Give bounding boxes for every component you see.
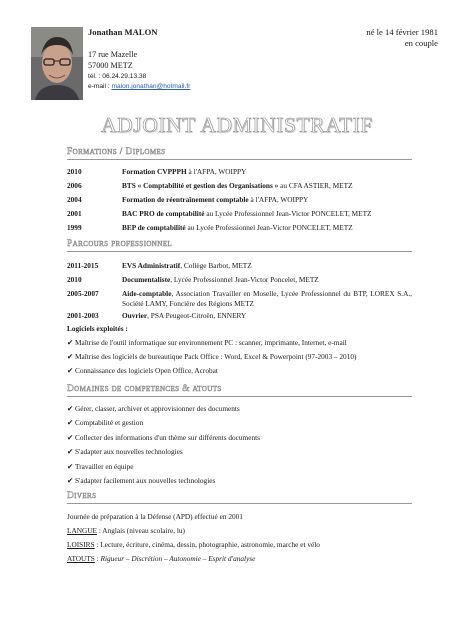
candidate-name: Jonathan MALON: [88, 27, 158, 37]
entry-year: 2004: [67, 195, 82, 204]
entry-year: 2005-2007: [67, 289, 99, 298]
software-label: Logiciels exploités :: [67, 324, 128, 333]
section-divider: [67, 503, 412, 504]
entry-title: BEP de comptabilité: [122, 223, 186, 232]
section-title-divers: Divers: [67, 491, 97, 501]
entry-detail: à l'AFPA, WOIPPY: [248, 195, 309, 204]
email-line: [88, 82, 190, 92]
entry-year: 2006: [67, 181, 82, 190]
bullet-item: [67, 404, 240, 414]
entry-text: [122, 167, 412, 177]
job-title: ADJOINT ADMINISTRATIF: [100, 113, 373, 137]
email-label: e-mail :: [88, 83, 112, 90]
atouts-value: Rigueur – Discrétion – Autonomie – Esprit d'analyse: [100, 554, 256, 563]
entry-title: Aide-comptable: [122, 289, 172, 298]
entry-title: Formation de réentraînement comptable: [122, 195, 249, 204]
check-icon: ✔: [67, 418, 74, 428]
apd-line: Journée de préparation à la Défense (APD) effectué en 2001: [67, 512, 243, 521]
check-icon: ✔: [67, 432, 74, 442]
entry-detail: , PSA Peugeot-Citroën, ENNERY: [147, 311, 247, 320]
entry-title: BTS « Comptabilité et gestion des Organisations »: [122, 181, 279, 190]
marital-status: en couple: [404, 38, 438, 48]
birth-date: né le 14 février 1981: [366, 27, 438, 37]
section-divider: [67, 396, 412, 397]
atouts-line: ATOUTS : Rigueur – Discrétion – Autonomie – Esprit d'analyse: [67, 554, 256, 563]
check-icon: ✔: [67, 404, 74, 413]
entry-detail: , Collège Barbot, METZ: [180, 261, 252, 270]
entry-detail: au Lycée Professionnel Jean-Victor PONCELET, METZ: [185, 223, 353, 232]
phone: tél. : 06.24.29.13.38: [88, 73, 147, 80]
address-city: 57000 METZ: [88, 61, 133, 70]
check-icon: ✔: [67, 352, 74, 361]
langue-value: : Anglais (niveau scolaire, lu): [97, 526, 185, 535]
entry-text: [122, 195, 412, 205]
loisirs-value: : Lecture, écriture, cinéma, dessin, photographie, astronomie, marche et vélo: [94, 540, 320, 549]
bullet-item: [67, 338, 347, 348]
bullet-item: [67, 476, 215, 486]
email-link[interactable]: malon.jonathan@hotmail.fr: [111, 83, 191, 90]
bullet-item: [67, 418, 143, 428]
entry-year: 2001: [67, 209, 82, 218]
bullet-text: Connaissance des logiciels Open Office, Acrobat: [75, 366, 218, 375]
entry-text: [122, 275, 412, 285]
bullet-text: Collecter des informations d'un thème sur différents documents: [75, 432, 260, 442]
address: [88, 49, 137, 71]
entry-text: [122, 261, 412, 271]
check-icon: ✔: [67, 447, 74, 457]
entry-year: 1999: [67, 223, 82, 232]
check-icon: ✔: [67, 461, 74, 471]
entry-detail: au Lycée Professionnel Jean-Victor PONCELET, METZ: [204, 209, 372, 218]
check-icon: ✔: [67, 476, 74, 485]
section-title-parcours: Parcours professionnel: [67, 239, 173, 249]
bullet-text: Maîtrise de l'outil informatique sur environnement PC : scanner, imprimante, Internet, e-mail: [75, 338, 347, 347]
entry-detail: , Association Travailler en Moselle, Lycée Professionnel du BTP, LOREX S.A., Société LAMY, Foncière des Régions METZ: [122, 289, 412, 308]
entry-detail: , Lycée Professionnel Jean-Victor Poncelet, METZ: [170, 275, 319, 284]
bullet-text: Maîtrise des logiciels de bureautique Pack Office : Word, Excel & Powerpoint (97-2003 – 2010): [75, 352, 357, 361]
bullet-item: [67, 352, 356, 362]
entry-year: 2001-2003: [67, 311, 99, 320]
entry-year: 2010: [67, 275, 82, 284]
section-title-competences: Domaines de competences & atouts: [67, 384, 222, 394]
address-street: 17 rue Mazelle: [88, 50, 138, 59]
loisirs-label: LOISIRS: [67, 540, 95, 549]
atouts-label: ATOUTS: [67, 554, 95, 563]
langue-label: LANGUE: [67, 526, 97, 535]
bullet-item: [67, 366, 218, 376]
entry-title: EVS Administratif: [122, 261, 181, 270]
entry-title: Ouvrier: [122, 311, 148, 320]
entry-text: [122, 223, 412, 233]
entry-detail: à l'AFPA, WOIPPY: [186, 167, 247, 176]
entry-detail: au CFA ASTIER, METZ: [278, 181, 353, 190]
check-icon: ✔: [67, 338, 74, 347]
entry-title: Documentaliste: [122, 275, 171, 284]
profile-photo: [31, 27, 83, 100]
bullet-item: [67, 462, 134, 472]
entry-text: [122, 181, 412, 191]
loisirs-line: [67, 540, 320, 550]
check-icon: ✔: [67, 366, 74, 375]
bullet-item: [67, 433, 260, 443]
bullet-text: S'adapter aux nouvelles technologies: [75, 447, 183, 457]
section-title-formations: Formations / Diplomes: [67, 147, 166, 157]
bullet-text: Travailler en équipe: [75, 461, 134, 471]
langue-line: [67, 526, 185, 536]
entry-text: [122, 209, 412, 219]
contact-info: [88, 72, 190, 92]
birth-info: [366, 27, 438, 49]
bullet-text: Gérer, classer, archiver et approvisionner des documents: [75, 404, 240, 413]
entry-title: Formation CVPPPH: [122, 167, 187, 176]
bullet-text: S'adapter facilement aux nouvelles technologies: [75, 476, 216, 485]
entry-title: BAC PRO de comptabilité: [122, 209, 205, 218]
section-divider: [67, 251, 412, 252]
bullet-text: Comptabilité et gestion: [75, 418, 144, 428]
section-divider: [67, 159, 412, 160]
bullet-item: [67, 447, 183, 457]
entry-year: 2011-2015: [67, 261, 99, 270]
entry-year: 2010: [67, 167, 82, 176]
entry-text: [122, 289, 412, 308]
entry-text: [122, 311, 412, 321]
